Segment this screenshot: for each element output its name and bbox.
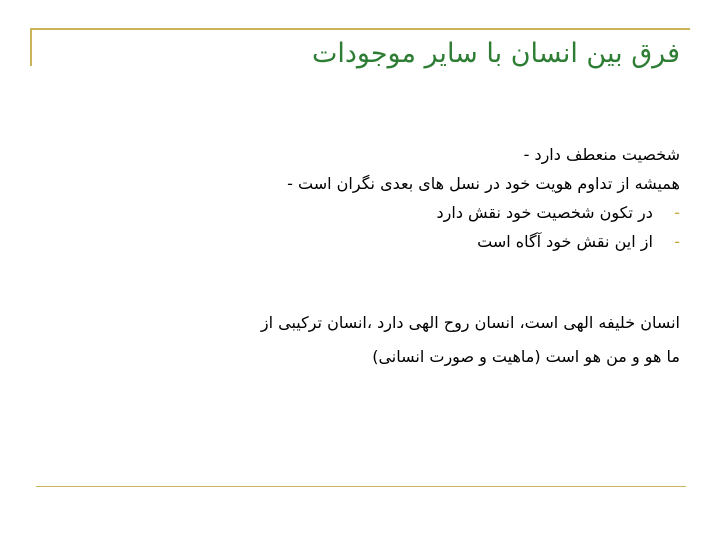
sub-item-2-text: از این نقش خود آگاه است <box>477 232 653 251</box>
slide-body <box>40 140 680 374</box>
body-line-1: شخصیت منعطف دارد - <box>523 145 680 164</box>
footer-divider <box>36 486 686 487</box>
dash-bullet-icon: - <box>674 232 680 251</box>
sub-item-1 <box>40 198 680 227</box>
title-frame-top-line <box>30 28 690 30</box>
body-line-2: همیشه از تداوم هویت خود در نسل های بعدی نگران است - <box>287 174 680 193</box>
sub-item-2 <box>40 227 680 256</box>
spacer <box>40 256 680 306</box>
paragraph-line-2: ما هو و من هو است (ماهیت و صورت انسانی) <box>372 347 680 366</box>
paragraph-line-1: انسان خلیفه الهی است، انسان روح الهی دارد ،انسان ترکیبی از <box>260 313 680 332</box>
title-frame-left-line <box>30 28 32 66</box>
slide-title: فرق بین انسان با سایر موجودات <box>311 38 680 69</box>
sub-item-1-text: در تکون شخصیت خود نقش دارد <box>436 203 653 222</box>
dash-bullet-icon: - <box>674 203 680 222</box>
